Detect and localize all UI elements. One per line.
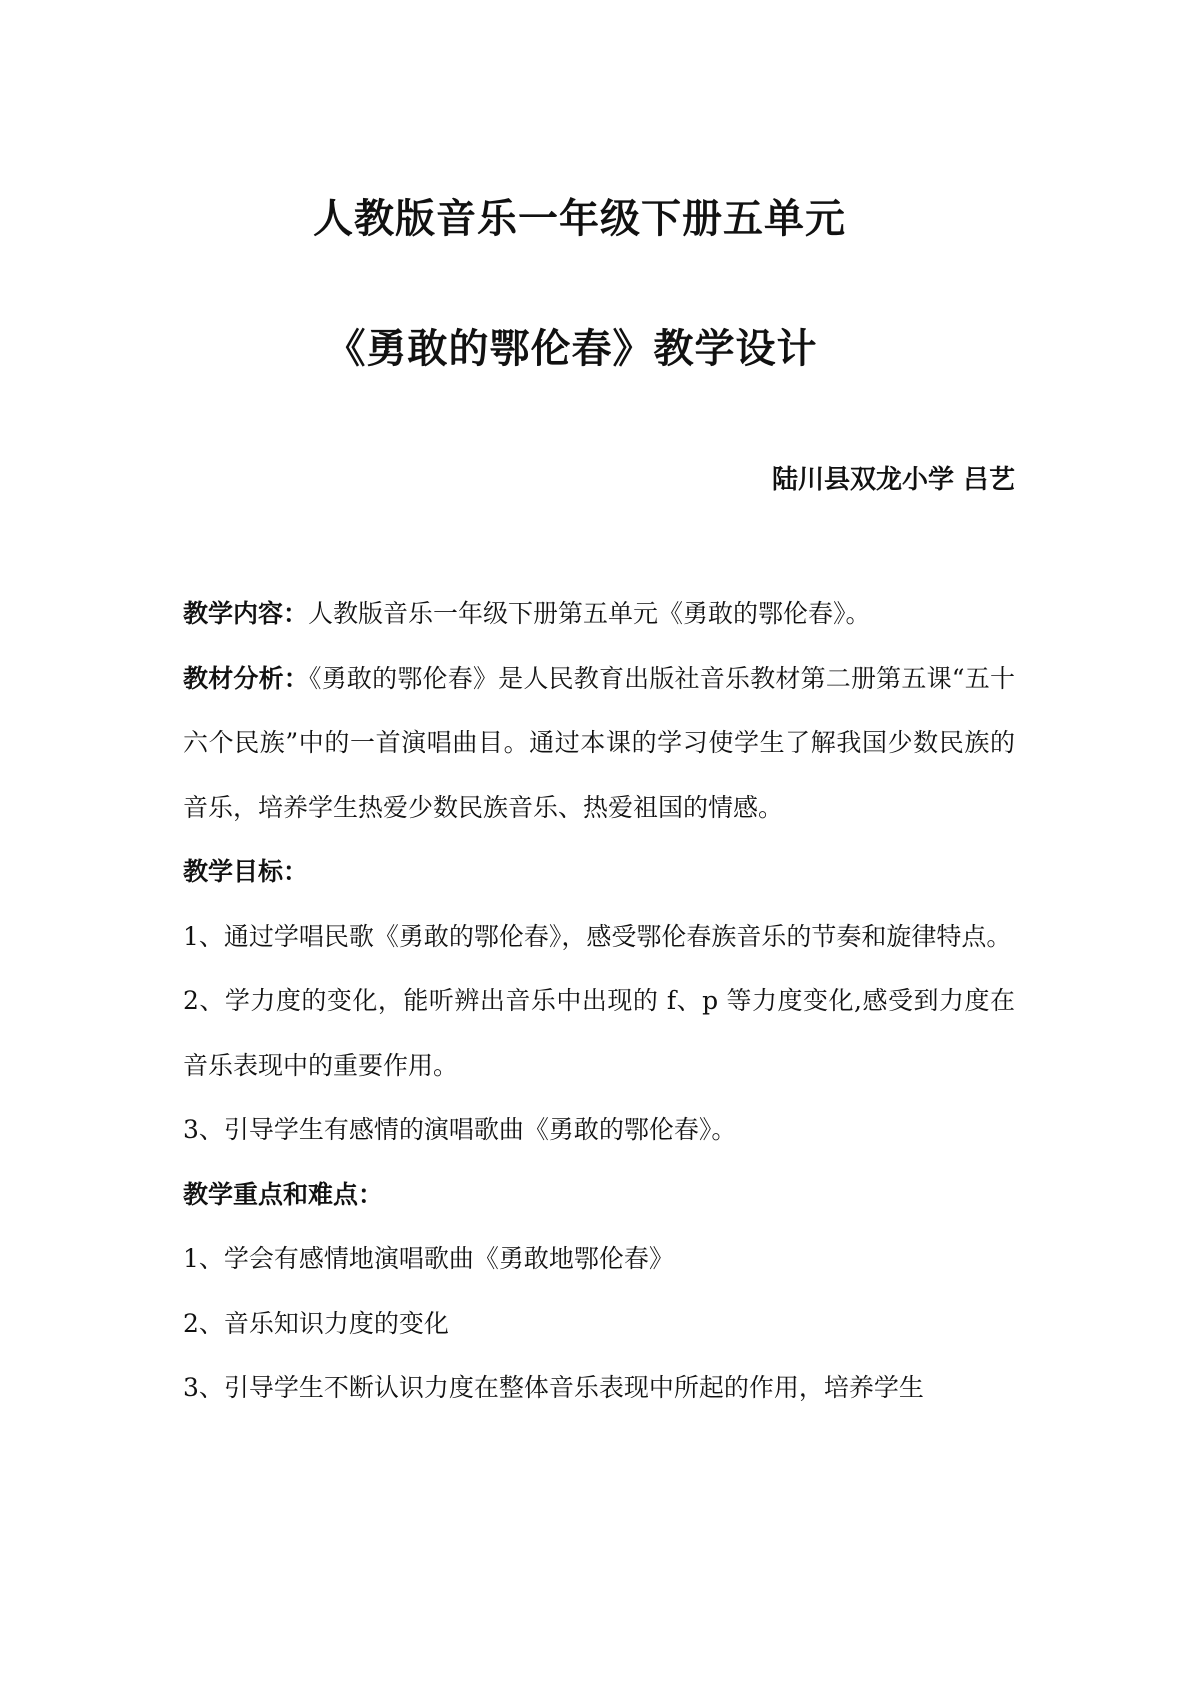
key-points-heading: 教学重点和难点： [183,1179,384,1209]
objective-item-2: 2、学力度的变化，能听辨出音乐中出现的 f、p 等力度变化,感受到力度在音乐表现中的重要作用。 [183,986,1015,1080]
key-point-item-1: 1、学会有感情地演唱歌曲《勇敢地鄂伦春》 [183,1244,674,1273]
objective-item-3: 3、引导学生有感情的演唱歌曲《勇敢的鄂伦春》。 [183,1115,737,1144]
objective-item-1: 1、通过学唱民歌《勇敢的鄂伦春》，感受鄂伦春族音乐的节奏和旋律特点。 [183,921,1012,951]
material-analysis-paragraph [183,647,1015,841]
key-point-item-2: 2、音乐知识力度的变化 [183,1308,449,1338]
objectives-heading: 教学目标： [183,857,309,886]
key-point-item-3: 3、引导学生不断认识力度在整体音乐表现中所起的作用，培养学生 [183,1373,924,1402]
document-title-line-2: 《勇敢的鄂伦春》教学设计 [325,326,818,372]
document-body [183,582,1015,1421]
material-analysis-text: 《勇敢的鄂伦春》是人民教育出版社音乐教材第二册第五课“五十六个民族”中的一首演唱曲目。通过本课的学习使学生了解我国少数民族的音乐，培养学生热爱少数民族音乐、热爱祖国的情感。 [183,663,1015,822]
teaching-content-paragraph [183,582,1015,647]
teaching-content-text: 人教版音乐一年级下册第五单元《勇敢的鄂伦春》。 [308,599,871,628]
material-analysis-label: 教材分析： [183,663,310,693]
document-title-line-1: 人教版音乐一年级下册五单元 [313,196,846,242]
teaching-content-label: 教学内容： [183,599,309,628]
author-line: 陆川县双龙小学 吕艺 [771,465,1015,495]
